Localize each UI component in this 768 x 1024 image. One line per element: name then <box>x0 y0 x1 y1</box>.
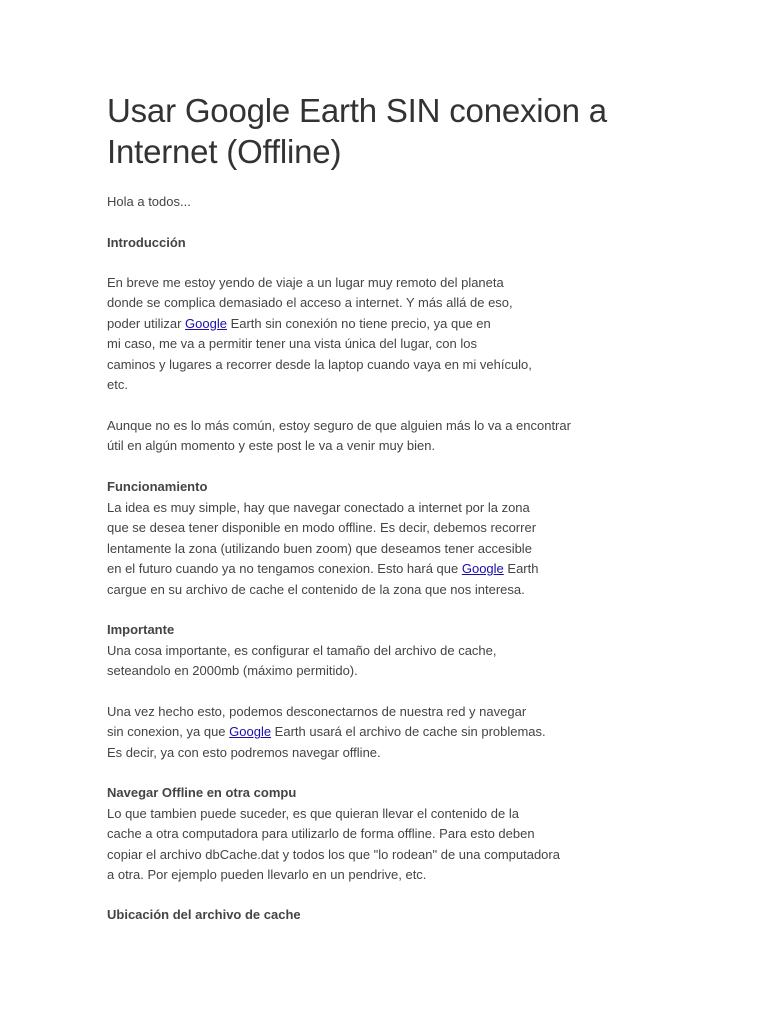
importante-paragraph: Una cosa importante, es configurar el tamaño del archivo de cache, seteandolo en 2000mb (máximo permitido). <box>107 643 497 679</box>
page-title: Usar Google Earth SIN conexion a Internet (Offline) <box>107 92 607 170</box>
intro-text-a: En breve me estoy yendo de viaje a un lugar muy remoto del planeta donde se complica demasiado el acceso a internet. Y más allá de eso, poder utilizar <box>107 275 513 331</box>
importante-heading: Importante <box>107 622 175 637</box>
document-page <box>107 90 667 922</box>
func-text-b: Earth cargue en su archivo de cache el contenido de la zona que nos interesa. <box>107 561 539 597</box>
navegar-offline-paragraph: Lo que tambien puede suceder, es que quieran llevar el contenido de la cache a otra computadora para utilizarlo de forma offline. Para esto deben copiar el archivo dbCache.dat y todos los que "lo rodean" de una computadora a otra. Por ejemplo pueden llevarlo en un pendrive, etc. <box>107 806 560 883</box>
funcionamiento-heading: Funcionamiento <box>107 479 208 494</box>
after-text-a: Una vez hecho esto, podemos desconectarnos de nuestra red y navegar sin conexion, ya que <box>107 704 527 740</box>
offline-paragraph <box>107 702 546 763</box>
intro-paragraph <box>107 273 532 395</box>
func-text-a: La idea es muy simple, hay que navegar conectado a internet por la zona que se desea tener disponible en modo offline. Es decir, debemos recorrer lentamente la zona (utilizando buen zoom) que deseamos tener accesible en el futuro cuando ya no tengamos conexion. Esto hará que <box>107 500 537 577</box>
google-link[interactable]: Google <box>229 724 272 740</box>
ubicacion-heading: Ubicación del archivo de cache <box>107 907 301 922</box>
navegar-offline-heading: Navegar Offline en otra compu <box>107 785 297 800</box>
google-link[interactable]: Google <box>185 315 227 331</box>
funcionamiento-paragraph <box>107 498 538 600</box>
after-text-b: Earth usará el archivo de cache sin problemas. Es decir, ya con esto podremos navegar offline. <box>107 724 546 760</box>
intro-heading: Introducción <box>107 235 186 250</box>
greeting-text: Hola a todos... <box>107 194 191 209</box>
google-link[interactable]: Google <box>461 561 504 577</box>
intro-paragraph-2: Aunque no es lo más común, estoy seguro de que alguien más lo va a encontrar útil en algún momento y este post le va a venir muy bien. <box>107 418 571 454</box>
intro-text-b: Earth sin conexión no tiene precio, ya que en mi caso, me va a permitir tener una vista única del lugar, con los caminos y lugares a recorrer desde la laptop cuando vaya en mi vehículo, etc. <box>107 315 532 393</box>
